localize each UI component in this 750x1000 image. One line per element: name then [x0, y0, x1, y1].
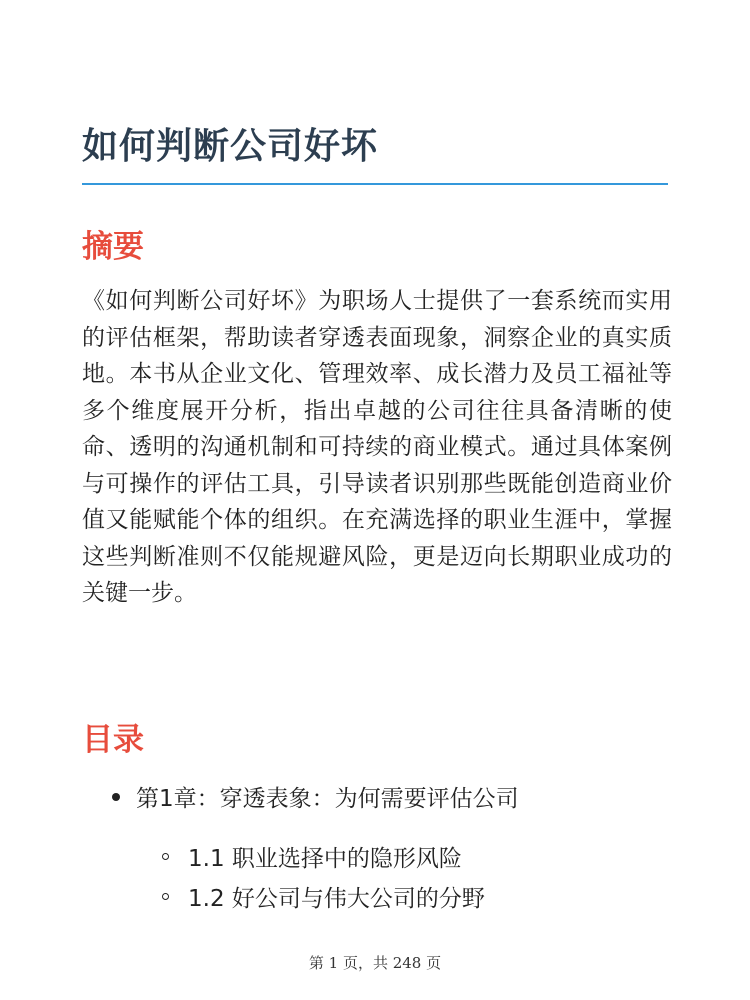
toc-heading: 目录: [82, 722, 144, 758]
bullet-circle-icon: [162, 893, 169, 900]
summary-paragraph: 《如何判断公司好坏》为职场人士提供了一套系统而实用的评估框架，帮助读者穿透表面现象，洞察企业的真实质地。本书从企业文化、管理效率、成长潜力及员工福祉等多个维度展开分析，指出卓越的公司往往具备清晰的使命、透明的沟通机制和可持续的商业模式。通过具体案例与可操作的评估工具，引导读者识别那些既能创造商业价值又能赋能个体的组织。在充满选择的职业生涯中，掌握这些判断准则不仅能规避风险，更是迈向长期职业成功的关键一步。: [82, 288, 672, 606]
title-divider: [82, 183, 668, 185]
bullet-circle-icon: [162, 853, 169, 860]
toc-section-item[interactable]: [162, 840, 462, 873]
toc-chapter-label: 第1章：穿透表象：为何需要评估公司: [136, 786, 519, 812]
page-footer: 第 1 页，共 248 页: [308, 954, 442, 972]
toc-section-label: 1.2 好公司与伟大公司的分野: [188, 886, 485, 912]
toc-section-item[interactable]: [162, 880, 485, 913]
toc-section-label: 1.1 职业选择中的隐形风险: [188, 846, 462, 872]
bullet-disc-icon: [112, 793, 120, 801]
toc-chapter-item[interactable]: [112, 780, 519, 813]
summary-heading: 摘要: [82, 229, 144, 265]
document-title: 如何判断公司好坏: [82, 126, 379, 167]
